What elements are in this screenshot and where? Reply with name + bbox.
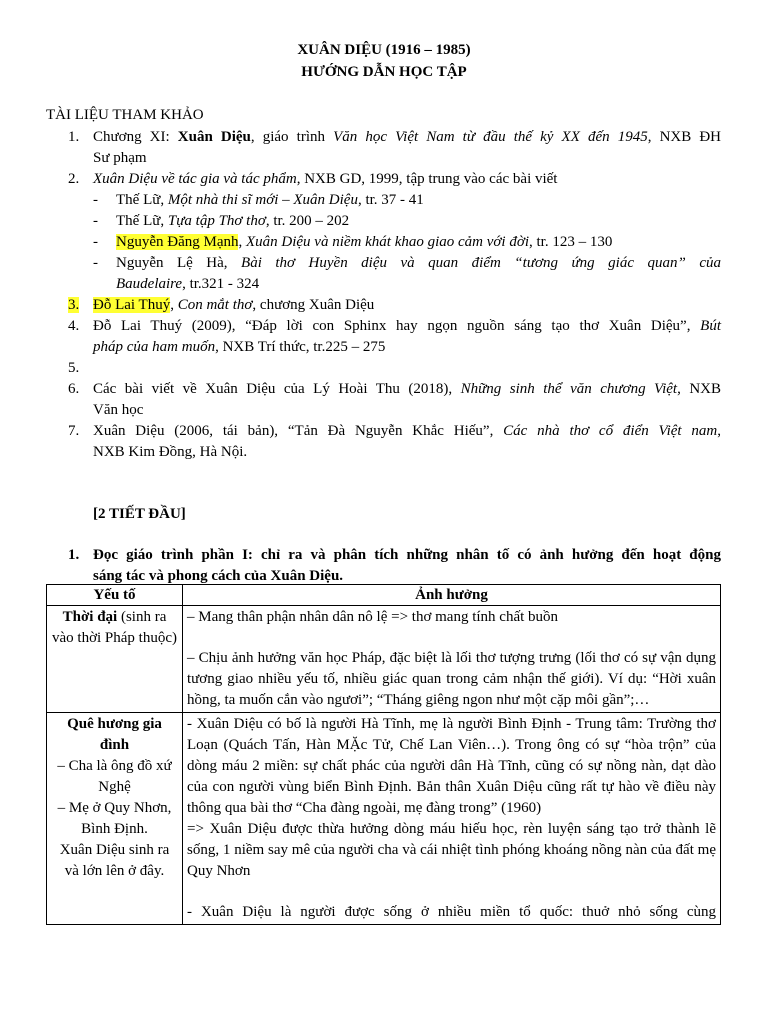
ref-number: 1.: [68, 129, 80, 145]
factor-title: Quê hương gia đình: [67, 716, 162, 753]
dash-bullet: -: [93, 213, 98, 229]
question-line-2: sáng tác và phong cách của Xuân Diệu.: [93, 568, 344, 584]
influence-text: - Xuân Diệu là người được sống ở nhiều miền tổ quốc: thuở nhỏ sống cùng: [187, 904, 716, 920]
ref-number: 2.: [68, 171, 80, 187]
influence-text: – Chịu ảnh hưởng văn học Pháp, đặc biệt là lối thơ tượng trưng (lối thơ có sự vận dụng tương giao nhiều yếu tố, nhiều giác quan trong cảm nhận thế giới). Ví dụ: “Hời xuân hồng, ta muốn cắn vào ngươi”; “Tháng giêng ngon như một cặp môi gần”;…: [187, 650, 716, 708]
dash-bullet: -: [93, 255, 98, 271]
ref-number: 4.: [68, 318, 80, 334]
question-line-1: Đọc giáo trình phần I: chỉ ra và phân tích những nhân tố có ảnh hưởng đến hoạt động: [93, 547, 721, 563]
ref-number: 3.: [68, 297, 80, 313]
highlighted-author: Đỗ Lai Thuý: [93, 297, 171, 313]
factor-text: – Mẹ ở Quy Nhơn, Bình Định.: [57, 800, 172, 837]
table-header: Ảnh hưởng: [183, 585, 721, 606]
table-cell-factor: [47, 713, 183, 925]
ref-number: 7.: [68, 423, 80, 439]
ref-item-1: Chương XI: Xuân Diệu, giáo trình Văn học Việt Nam từ đầu thế kỷ XX đến 1945, NXB ĐH: [93, 129, 722, 145]
ref-item-7: Xuân Diệu (2006, tái bản), “Tản Đà Nguyễn Khắc Hiếu”, Các nhà thơ cổ điển Việt nam,: [93, 423, 721, 439]
document-title: XUÂN DIỆU (1916 – 1985): [297, 42, 471, 58]
section-label: [2 TIẾT ĐẦU]: [93, 506, 186, 522]
influence-table: [46, 584, 721, 925]
ref-subitem-2: Thế Lữ, Tựa tập Thơ thơ, tr. 200 – 202: [116, 213, 350, 229]
ref-item-3: Đỗ Lai Thuý, Con mắt thơ, chương Xuân Diệu: [93, 297, 375, 313]
table-cell-influence: [183, 606, 721, 713]
ref-item-4-cont: pháp của ham muốn, NXB Trí thức, tr.225 – 275: [93, 339, 386, 355]
table-row: [47, 606, 721, 713]
references-heading: TÀI LIỆU THAM KHẢO: [46, 107, 204, 123]
table-cell-influence: [183, 713, 721, 925]
table-header: Yếu tố: [47, 585, 183, 606]
ref-item-7-cont: NXB Kim Đồng, Hà Nội.: [93, 444, 248, 460]
dash-bullet: -: [93, 234, 98, 250]
ref-item-1-cont: Sư phạm: [93, 150, 147, 166]
factor-text: Xuân Diệu sinh ra và lớn lên ở đây.: [59, 842, 170, 879]
ref-number: 6.: [68, 381, 80, 397]
table-cell-factor: Thời đại (sinh ra vào thời Pháp thuộc): [47, 606, 183, 713]
question-number: 1.: [68, 547, 80, 563]
highlighted-author: Nguyễn Đăng Mạnh: [116, 234, 239, 250]
ref-subitem-4-cont: Baudelaire, tr.321 - 324: [116, 276, 260, 292]
ref-item-6: Các bài viết về Xuân Diệu của Lý Hoài Thu (2018), Những sinh thể văn chương Việt, NXB: [93, 381, 722, 397]
ref-subitem-1: Thế Lữ, Một nhà thi sĩ mới – Xuân Diệu, tr. 37 - 41: [116, 192, 424, 208]
factor-text: – Cha là ông đồ xứ Nghệ: [57, 758, 172, 795]
ref-subitem-4: Nguyễn Lệ Hà, Bài thơ Huyền diệu và quan điểm “tương ứng giác quan” của: [116, 255, 721, 271]
ref-item-2: Xuân Diệu về tác gia và tác phẩm, NXB GD, 1999, tập trung vào các bài viết: [93, 171, 558, 187]
table-row: [47, 713, 721, 925]
ref-item-4: Đỗ Lai Thuý (2009), “Đáp lời con Sphinx hay ngọn nguồn sáng tạo thơ Xuân Diệu”, Bút: [93, 318, 721, 334]
table-header-row: [47, 585, 721, 606]
influence-text: => Xuân Diệu được thừa hưởng dòng máu hiếu học, rèn luyện sáng tạo trở thành lẽ sống, 1 niềm say mê của người cha và cái nhiệt tình phóng khoáng nồng nàn của đất mẹ Quy Nhơn: [187, 821, 716, 879]
ref-subitem-3: Nguyễn Đăng Mạnh, Xuân Diệu và niềm khát khao giao cảm với đời, tr. 123 – 130: [116, 234, 613, 250]
influence-text: - Xuân Diệu có bố là người Hà Tĩnh, mẹ là người Bình Định - Trung tâm: Trường thơ Loạn (Quách Tấn, Hàn MẶc Tử, Chế Lan Viên…). Trong ông có sự “hòa trộn” của dòng máu 2 miền: sự chất phác của người dân Hà Tĩnh, cũng có sự nồng nàn, dạt dào của con người vùng biển Bình Định. Bản thân Xuân Diệu cũng rất tự hào về điều này thông qua bài thơ “Cha đàng ngoài, mẹ đàng trong” (1960): [187, 716, 716, 816]
dash-bullet: -: [93, 192, 98, 208]
ref-item-6-cont: Văn học: [93, 402, 144, 418]
influence-text: – Mang thân phận nhân dân nô lệ => thơ mang tính chất buồn: [187, 609, 559, 625]
document-subtitle: HƯỚNG DẪN HỌC TẬP: [301, 64, 467, 80]
ref-number: 5.: [68, 360, 80, 376]
